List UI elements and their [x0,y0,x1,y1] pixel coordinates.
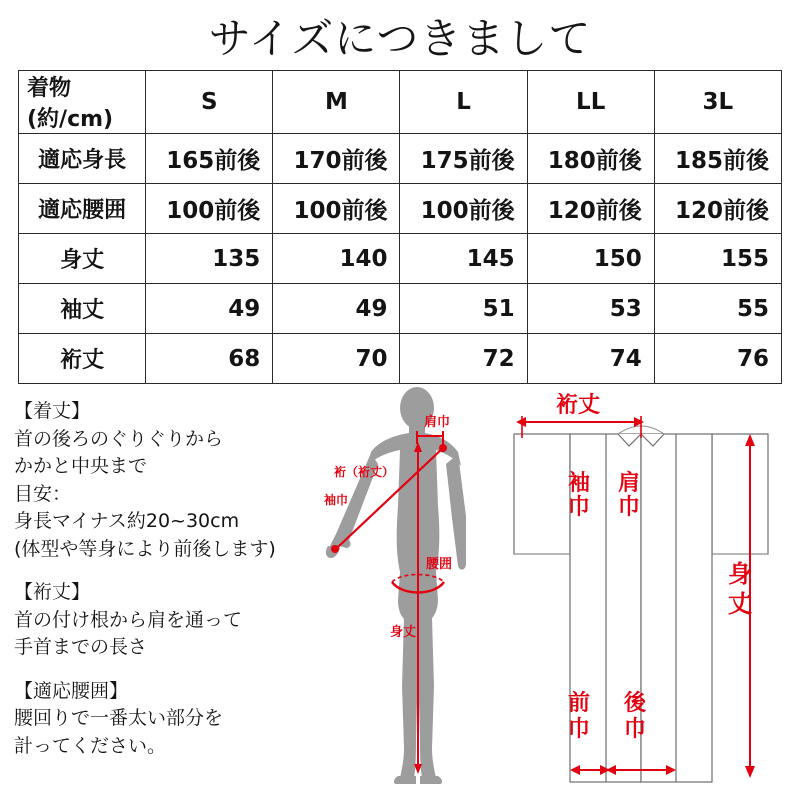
cell-value: 100前後 [400,184,527,234]
label-body-length: 身丈 [390,625,417,640]
cell-value: 100前後 [146,184,273,234]
table-row [19,134,782,184]
cell-value: 185前後 [654,134,781,184]
cell-value: 165前後 [146,134,273,184]
label-mitake-1: 身 [728,560,752,588]
column-header-2: M [273,71,400,134]
row-label: 適応腰囲 [19,184,146,234]
row-label: 裄丈 [19,334,146,384]
note-line: 腰回りで一番太い部分を [14,707,224,730]
cell-value: 175前後 [400,134,527,184]
label-sleeve-width: 袖巾 [324,493,349,507]
cell-value: 140 [273,234,400,284]
row-label: 袖丈 [19,284,146,334]
label-ushiro-haba-1: 後 [624,691,647,716]
measurement-notes [14,398,314,761]
label-kata-haba-1: 肩 [618,471,641,496]
note-line: 計ってください。 [14,735,167,758]
mitake-arrow-bottom [745,766,755,778]
note-line: 手首までの長さ [14,636,148,659]
cell-value: 68 [146,334,273,384]
cell-value: 120前後 [654,184,781,234]
cell-value: 49 [273,284,400,334]
kimono-figure-diagram [506,386,796,796]
note-heading: 【裄丈】 [14,581,91,604]
column-header-1: S [146,71,273,134]
label-yuki: 裄（裄丈） [334,465,395,479]
cell-value: 135 [146,234,273,284]
size-table-body [19,134,782,384]
cell-value: 120前後 [527,184,654,234]
table-row [19,234,782,284]
note-block-kitake [14,398,314,563]
yuki-arrow-left [516,417,526,427]
table-row [19,284,782,334]
label-mae-haba-2: 巾 [568,717,591,742]
cell-value: 74 [527,334,654,384]
cell-value: 145 [400,234,527,284]
note-line: 目安： [14,482,72,505]
cell-value: 70 [273,334,400,384]
human-figure-svg [316,386,506,796]
label-mitake-2: 丈 [728,590,752,618]
cell-value: 49 [146,284,273,334]
cell-value: 100前後 [273,184,400,234]
row-label: 身丈 [19,234,146,284]
cell-value: 53 [527,284,654,334]
label-yuki-take: 裄丈 [556,393,601,418]
yuki-arrow-right [634,417,644,427]
cell-value: 150 [527,234,654,284]
size-table-head [19,71,782,134]
note-heading: 【着丈】 [14,400,91,422]
body-length-arrow-bottom [414,764,422,774]
label-ushiro-haba-2: 巾 [624,717,647,742]
label-sode-haba-2: 巾 [568,495,591,520]
label-waist: 腰囲 [426,557,453,572]
label-mae-haba-1: 前 [568,691,591,716]
label-sode-haba-1: 袖 [568,471,591,496]
cell-value: 155 [654,234,781,284]
table-header-row [19,71,782,134]
cell-value: 76 [654,334,781,384]
note-line: (体型や等身により前後します) [14,537,276,560]
column-header-3: L [400,71,527,134]
note-line: 首の付け根から肩を通って [14,608,243,631]
human-figure-diagram [316,386,506,796]
column-header-5: 3L [654,71,781,134]
cell-value: 180前後 [527,134,654,184]
table-row [19,334,782,384]
label-shoulder-width: 肩巾 [424,415,451,430]
table-row [19,184,782,234]
cell-value: 51 [400,284,527,334]
page-title: サイズにつきまして [208,14,592,63]
note-line: 首の後ろのぐりぐりから [14,427,224,450]
size-table [18,70,782,384]
column-header-4: LL [527,71,654,134]
cell-value: 170前後 [273,134,400,184]
kimono-figure-svg [506,386,796,796]
label-kata-haba-2: 巾 [618,495,641,520]
cell-value: 72 [400,334,527,384]
row-label: 適応身長 [19,134,146,184]
column-header-0: 着物(約/cm) [19,71,146,134]
note-block-yuki [14,579,314,662]
note-line: 身長マイナス約20~30cm [14,510,240,533]
note-heading: 【適応腰囲】 [14,679,129,702]
cell-value: 55 [654,284,781,334]
note-line: かかと中央まで [14,455,148,478]
note-block-waist [14,678,314,761]
